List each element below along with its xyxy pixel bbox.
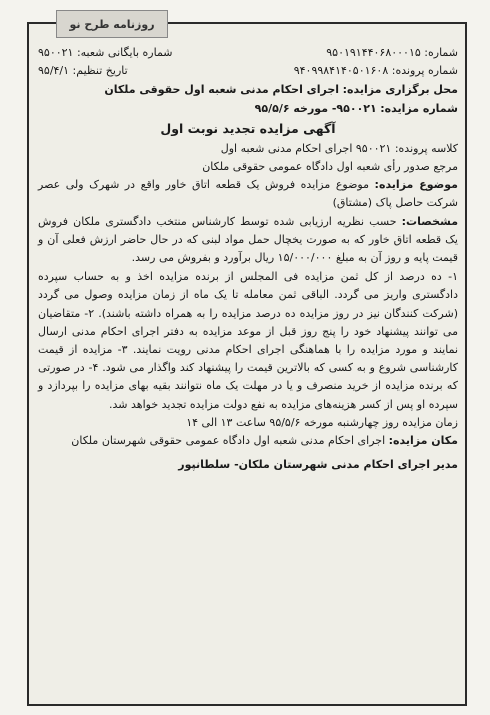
case-summary: کلاسه پرونده: ۹۵۰۰۲۱ اجرای احکام مدنی شعبه اول xyxy=(220,141,458,155)
case-number-value: ۹۵۰۱۹۱۴۴۰۶۸۰۰۰۱۵ xyxy=(326,46,421,59)
archive-number-value: ۹۵۰۰۲۱ xyxy=(38,46,74,59)
subject-paragraph xyxy=(38,176,458,212)
date-value: ۹۵/۴/۱ xyxy=(38,64,70,78)
venue-value: اجرای احکام مدنی شعبه اول حقوقی ملکان xyxy=(104,83,340,97)
auction-number-line xyxy=(38,100,458,118)
archive-number-label: شماره بایگانی شعبه: xyxy=(76,46,173,59)
subject-label: موضوع مزایده: xyxy=(374,178,458,192)
specs-value: حسب نظریه ارزیابی شده توسط کارشناس منتخب دادگستری ملکان فروش یک قطعه اتاق خاور که به صورت یخچال حمل مواد لبنی که در حال حاضر ارزش فعلی آن و قیمت پایه و روز آن به مبلغ ۱۵/۰۰۰/۰۰۰ ریال برآورد و بفروش می رسد. xyxy=(38,214,458,265)
case-row-1 xyxy=(38,44,458,62)
case-number-label: شماره: xyxy=(424,46,458,59)
notice-content xyxy=(38,44,458,474)
venue-label: محل برگزاری مزایده: xyxy=(342,83,458,97)
notice-title: آگهی مزایده تجدید نوبت اول xyxy=(160,120,336,136)
issuing-authority: مرجع صدور رأی شعبه اول دادگاه عمومی حقوقی ملکان xyxy=(202,160,458,174)
case-row-2 xyxy=(38,62,458,80)
auction-time: زمان مزایده روز چهارشنبه مورخه ۹۵/۵/۶ ساعت ۱۳ الی ۱۴ xyxy=(186,415,458,429)
place-value: اجرای احکام مدنی شعبه اول دادگاه عمومی حقوقی شهرستان ملکان xyxy=(71,434,386,448)
specs-paragraph xyxy=(38,213,458,268)
signature: مدیر اجرای احکام مدنی شهرستان ملکان- سلطانپور xyxy=(178,458,458,472)
specs-label: مشخصات: xyxy=(401,214,459,228)
place-paragraph xyxy=(38,432,458,450)
terms-paragraph: ۱- ده درصد از کل ثمن مزایده فی المجلس از برنده مزایده اخذ و به حساب سپرده دادگستری واریز می گردد. الباقی ثمن معامله تا یک ماه از زمان مزایده وصول می گردد (شرکت کنندگان نیز در روز مزایده ده درصد مزایده را به همراه داشته باشند). ۲- متقاضیان می توانند پیشنهاد خود را پنج روز قبل از موعد مزایده به دفتر اجرای احکام مدنی ارسال نمایند و مورد مزایده را با هماهنگی اجرای احکام مدنی رویت نمایند. ۳- مزایده از قیمت کارشناسی شروع و به کسی که بالاترین قیمت را پیشنهاد کند واگذار می شود. ۴- در صورتی که برنده مزایده از خرید منصرف و یا در مهلت یک ماه نتوانند بقیه بهای مزایده را بپردازد و سپرده او پس از کسر هزینه‌های مزایده به نفع دولت مزایده تجدید خواهد شد. xyxy=(38,270,459,411)
subject-value: موضوع مزایده فروش یک قطعه اتاق خاور واقع در شهرک ولی عصر شرکت حاصل پاک (مشتاق) xyxy=(38,178,458,210)
file-number-value: ۹۴۰۹۹۸۴۱۴۰۵۰۱۶۰۸ xyxy=(293,64,389,78)
venue-line xyxy=(38,81,458,99)
place-label: مکان مزایده: xyxy=(388,434,458,448)
auction-number-label: شماره مزایده: xyxy=(380,101,458,115)
auction-number-value: ۹۵۰۰۲۱- مورخه ۹۵/۵/۶ xyxy=(254,101,377,115)
file-number-label: شماره پرونده: xyxy=(391,64,458,78)
newspaper-label: روزنامه طرح نو xyxy=(56,10,168,38)
date-label: تاریخ تنظیم: xyxy=(72,64,128,78)
